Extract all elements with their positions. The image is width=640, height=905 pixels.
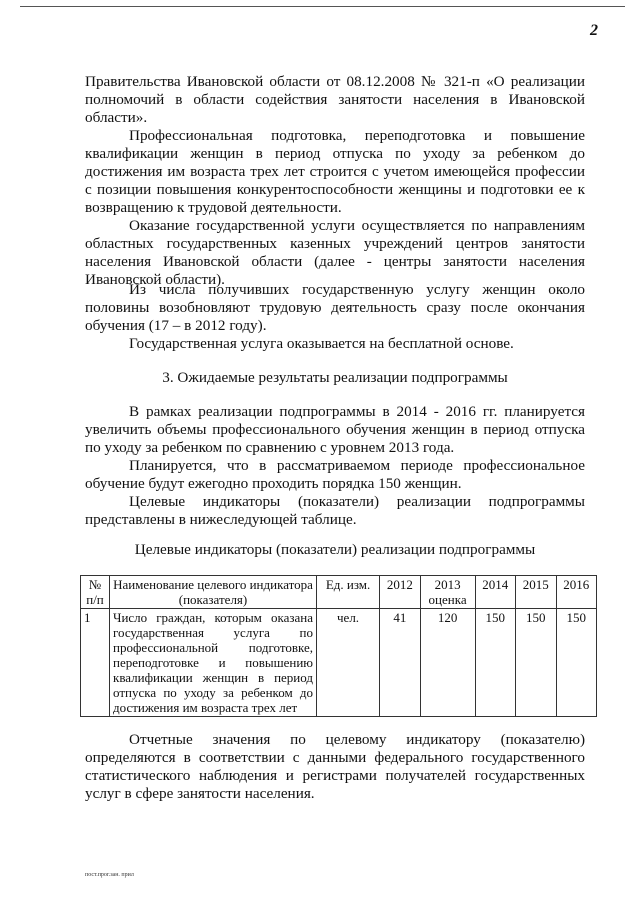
table-header-row <box>81 576 597 609</box>
cell: Число граждан, которым оказана государственная услуга по профессиональной подготовке, переподготовке и повышению квалификации женщин в период отпуска по уходу за ребенком до достижения им возраста трех лет <box>110 609 317 717</box>
page-number: 2 <box>590 22 598 39</box>
paragraph: Оказание государственной услуги осуществляется по направлениям областных государственных казенных учреждений центров занятости населения Ивановской области (далее - центры занятости населения Ивановской области). <box>85 217 585 288</box>
header-cell: 2012 <box>380 576 420 609</box>
paragraph: Государственная услуга оказывается на бесплатной основе. <box>129 335 514 352</box>
cell: 150 <box>475 609 515 717</box>
header-cell: № п/п <box>81 576 110 609</box>
cell: 41 <box>380 609 420 717</box>
footer-filename: пост.прог.зан. прил <box>85 872 134 878</box>
header-cell: Наименование целевого индикатора (показателя) <box>110 576 317 609</box>
section-heading: 3. Ожидаемые результаты реализации подпрограммы <box>162 369 508 386</box>
paragraph: Профессиональная подготовка, переподготовка и повышение квалификации женщин в период отпуска по уходу за ребенком до достижения им возраста трех лет строится с учетом имеющейся профессии с позиции повышения конкурентоспособности женщины и подготовки ее к возвращению к трудовой деятельности. <box>85 127 585 216</box>
header-cell: 2016 <box>556 576 597 609</box>
cell: 120 <box>420 609 475 717</box>
paragraph: В рамках реализации подпрограммы в 2014 - 2016 гг. планируется увеличить объемы профессионального обучения женщин в период отпуска по уходу за ребенком по сравнению с уровнем 2013 года. <box>85 403 585 456</box>
cell: 150 <box>516 609 556 717</box>
scan-top-line <box>20 6 625 7</box>
paragraph: Целевые индикаторы (показатели) реализации подпрограммы представлены в нижеследующей таблице. <box>85 493 585 528</box>
paragraph: Планируется, что в рассматриваемом периоде профессиональное обучение будут ежегодно проходить порядка 150 женщин. <box>85 457 585 492</box>
cell: чел. <box>317 609 380 717</box>
table-title: Целевые индикаторы (показатели) реализации подпрограммы <box>134 541 536 558</box>
header-cell: 2013 оценка <box>420 576 475 609</box>
indicators-table <box>80 575 597 717</box>
cell: 1 <box>81 609 110 717</box>
header-cell: Ед. изм. <box>317 576 380 609</box>
paragraph: Отчетные значения по целевому индикатору (показателю) определяются в соответствии с данными федерального государственного статистического наблюдения и регистрами получателей государственных услуг в сфере занятости населения. <box>85 731 585 802</box>
cell: 150 <box>556 609 597 717</box>
paragraph: Из числа получивших государственную услугу женщин около половины возобновляют трудовую деятельность сразу после окончания обучения (17 – в 2012 году). <box>85 281 585 334</box>
header-cell: 2014 <box>475 576 515 609</box>
table-row <box>81 609 597 717</box>
header-cell: 2015 <box>516 576 556 609</box>
paragraph: Правительства Ивановской области от 08.12.2008 № 321-п «О реализации полномочий в области содействия занятости населения в Ивановской области». <box>85 73 585 126</box>
